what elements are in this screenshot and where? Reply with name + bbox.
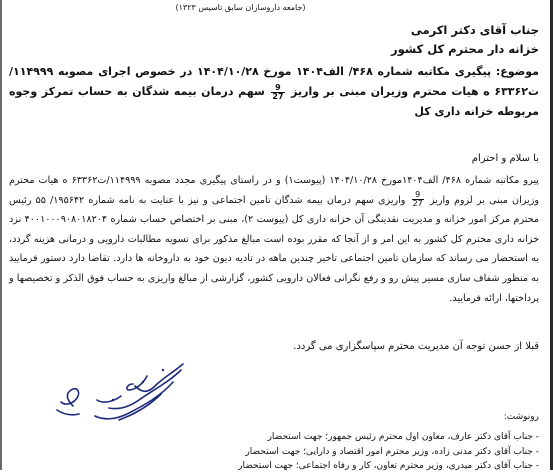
recipient-name: جناب آقای دکتر اکرمی — [410, 23, 539, 37]
subject-fraction-numerator: 9 — [271, 84, 284, 93]
page-edge-left — [0, 0, 2, 470]
handwritten-signature — [43, 356, 193, 426]
association-founding-line: (جامعه داروسازان سابق تاسیس ۱۳۲۳) — [175, 3, 306, 12]
recipient-title: خزانه دار محترم کل کشور — [390, 42, 539, 56]
subject-fraction-denominator: 27 — [272, 91, 284, 101]
cc-item: - جناب آقای دکتر عارف، معاون اول محترم رئیس جمهور؛ جهت استحضار — [267, 432, 539, 442]
subject-text-2: سهم درمان بیمه شدگان به حساب تمرکز وجوه مربوطه خزانه داری کل — [9, 85, 539, 118]
cc-item: - جناب آقای دکتر میدری، وزیر محترم تعاون، کار و رفاه اجتماعی؛ جهت استحضار — [238, 461, 539, 471]
body-fraction-denominator: 27 — [412, 199, 423, 209]
greeting: با سلام و احترام — [471, 153, 539, 164]
subject-line — [9, 62, 539, 122]
subject-fraction — [271, 84, 284, 101]
letter-body — [9, 171, 539, 308]
closing-line: قبلا از حسن توجه آن مدیریت محترم سپاسگزاری می گردد. — [293, 341, 539, 352]
body-fraction-numerator: 9 — [412, 191, 424, 200]
body-text-2: واریزی سهم درمان بیمه شدگان تامین اجتماعی و نیز با عنایت به نامه شماره ۱۹۵۶۴۲/ ۵۵ رئیس محترم مرکز امور خزانه و مدیریت نقدینگی آن خزانه داری کل (پیوست ۲)، مبنی بر اختصاص حساب شماره ۴۰۰۱۰۰۰۹۰۸۰۱۸۲۰۴ نزد خزانه داری محترم کل کشور به این امر و از آنجا که مقرر بوده است مبالغ مذکور برای تسویه مطالبات دارویی و درمانی هزینه گردد، به استحضار می رساند که سازمان تامین اجتماعی تاخیر چندین ماهه در تادیه دیون خود به داروخانه ها دارد. تقاضا دارد دستور فرمایید به منظور شفاف سازی مسیر پیش رو و رفع نگرانی فعالان دارویی کشور، گزارشی از مبالغ واریزی به حساب فوق الذکر و تخصیصها و پرداختها، ارائه فرمایید. — [9, 194, 539, 304]
cc-item: - جناب آقای دکتر مدنی زاده، وزیر محترم امور اقتصاد و دارایی؛ جهت استحضار — [245, 446, 539, 457]
cc-list — [9, 430, 539, 474]
body-text-1: پیرو مکاتبه شماره ۴۶۸/ الف۱۴۰۴مورخ ۱۴۰۴/۱۰/۲۸ (پیوست۱) و در راستای پیگیری مجدد مصوبه ۱۱۴۹۹۹/ت۶۳۳۶۲ ه هیات محترم وزیران مبنی بر لزوم واریز — [9, 175, 539, 206]
cc-title: رونوشت: — [503, 412, 539, 422]
body-fraction — [412, 191, 424, 208]
subject-text-1: موضوع: پیگیری مکاتبه شماره ۴۶۸/ الف۱۴۰۴ مورخ ۱۴۰۴/۱۰/۲۸ در خصوص اجرای مصوبه ۱۱۴۹۹۹/ت۶۳۳۶۲ ه هیات محترم وزیران مبنی بر واریز — [9, 65, 539, 98]
